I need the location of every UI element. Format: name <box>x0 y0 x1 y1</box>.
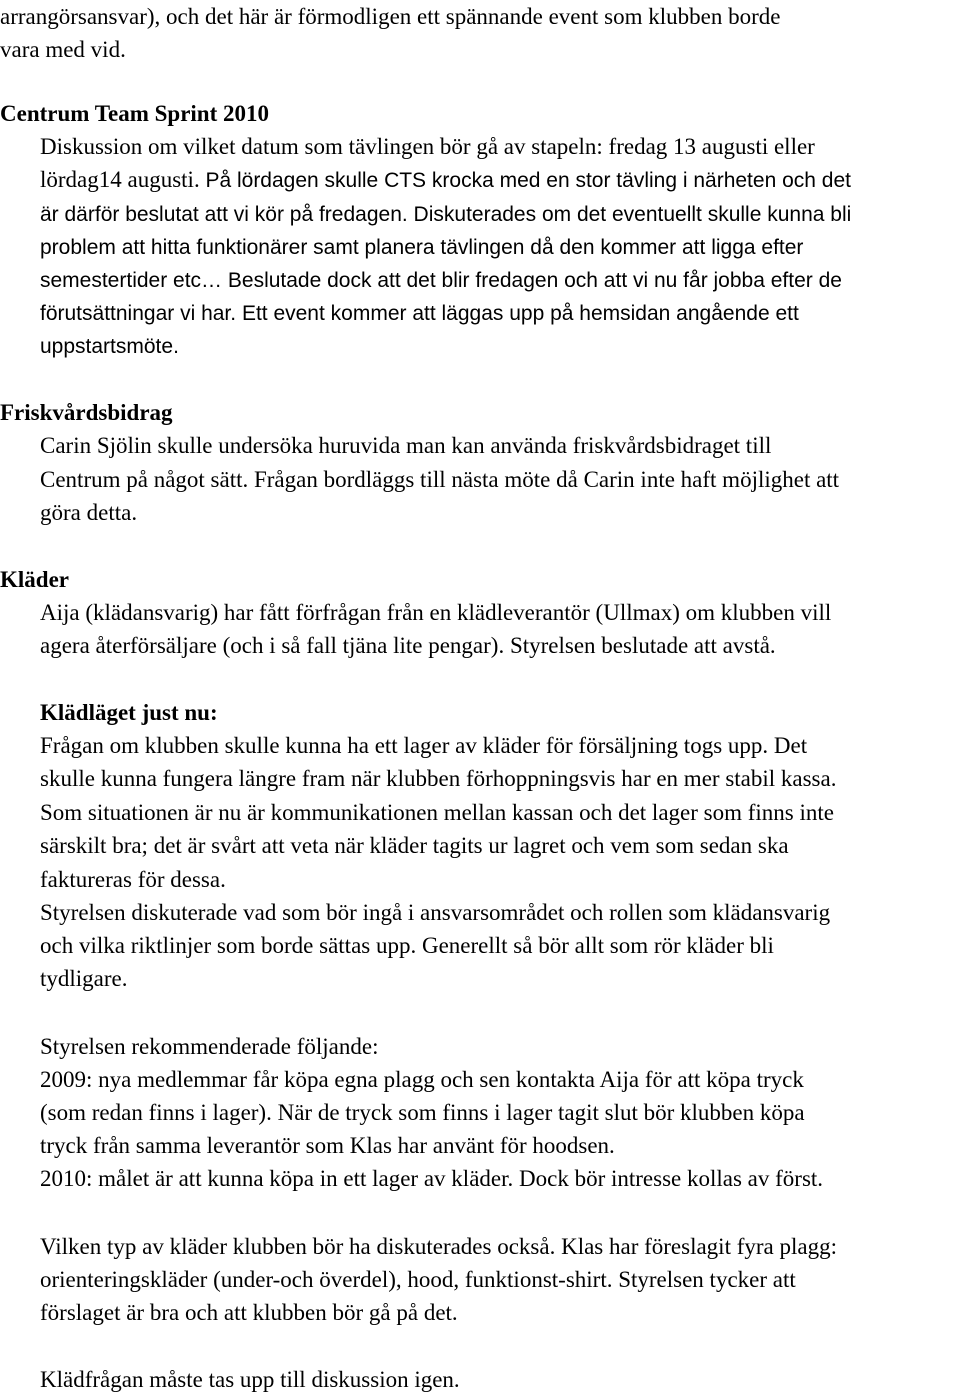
paragraph-line: (som redan finns i lager). När de tryck som finns i lager tagit slut bör klubben köpa <box>40 1100 805 1125</box>
paragraph-line: 2010: målet är att kunna köpa in ett lager av kläder. Dock bör intresse kollas av först. <box>40 1166 824 1191</box>
paragraph-line: uppstartsmöte. <box>40 335 179 358</box>
paragraph-line <box>40 163 851 197</box>
subsection-heading-kladlaget: Klädläget just nu: <box>40 700 218 725</box>
paragraph-line: Centrum på något sätt. Frågan bordläggs till nästa möte då Carin inte haft möjlighet att <box>40 467 840 492</box>
paragraph-line: och vilka riktlinjer som borde sättas upp. Generellt så bör allt som rör kläder bli <box>40 933 774 958</box>
paragraph-line: semestertider etc… Beslutade dock att det blir fredagen och att vi nu får jobba efter de <box>40 269 842 292</box>
paragraph-line: tryck från samma leverantör som Klas har använt för hoodsen. <box>40 1133 615 1158</box>
paragraph-line: Diskussion om vilket datum som tävlingen bör gå av stapeln: fredag 13 augusti eller <box>40 134 815 159</box>
paragraph-line: göra detta. <box>40 500 138 525</box>
paragraph-line: Vilken typ av kläder klubben bör ha diskuterades också. Klas har föreslagit fyra plagg: <box>40 1234 837 1259</box>
paragraph-line: förslaget är bra och att klubben bör gå på det. <box>40 1300 458 1325</box>
paragraph-line: förutsättningar vi har. Ett event kommer att läggas upp på hemsidan angående ett <box>40 302 799 325</box>
paragraph-line: orienteringskläder (under-och överdel), hood, funktionst-shirt. Styrelsen tycker att <box>40 1267 796 1292</box>
paragraph-text: Diskuterades om det eventuellt skulle kunna bli <box>407 203 852 226</box>
paragraph-text: lördag14 augusti. <box>40 167 206 192</box>
paragraph-line: tydligare. <box>40 966 128 991</box>
paragraph-line: Aija (klädansvarig) har fått förfrågan från en klädleverantör (Ullmax) om klubben vill <box>40 600 832 625</box>
section-heading-sprint: Centrum Team Sprint 2010 <box>0 101 269 126</box>
paragraph-line: Klädfrågan måste tas upp till diskussion igen. <box>40 1367 460 1392</box>
paragraph-line: 2009: nya medlemmar får köpa egna plagg och sen kontakta Aija för att köpa tryck <box>40 1067 804 1092</box>
paragraph-line: Styrelsen rekommenderade följande: <box>40 1034 379 1059</box>
paragraph-line: faktureras för dessa. <box>40 867 226 892</box>
section-heading-friskvard: Friskvårdsbidrag <box>0 400 173 425</box>
paragraph-line: problem att hitta funktionärer samt planera tävlingen då den kommer att ligga efter <box>40 236 804 259</box>
paragraph-line: Carin Sjölin skulle undersöka huruvida man kan använda friskvårdsbidraget till <box>40 433 772 458</box>
paragraph-line <box>40 197 851 231</box>
paragraph-line: Frågan om klubben skulle kunna ha ett lager av kläder för försäljning togs upp. Det <box>40 733 808 758</box>
intro-line-1: arrangörsansvar), och det här är förmodligen ett spännande event som klubben borde <box>0 4 781 29</box>
intro-line-2: vara med vid. <box>0 37 126 62</box>
paragraph-text: På lördagen skulle CTS krocka med en stor tävling i närheten och det <box>205 169 851 192</box>
paragraph-line: agera återförsäljare (och i så fall tjäna lite pengar). Styrelsen beslutade att avstå. <box>40 633 776 658</box>
paragraph-line: Som situationen är nu är kommunikationen mellan kassan och det lager som finns inte <box>40 800 834 825</box>
section-heading-klader: Kläder <box>0 567 69 592</box>
paragraph-line: särskilt bra; det är svårt att veta när kläder tagits ur lagret och vem som sedan ska <box>40 833 789 858</box>
paragraph-line: skulle kunna fungera längre fram när klubben förhoppningsvis har en mer stabil kassa. <box>40 766 837 791</box>
paragraph-text: är därför beslutat att vi kör på fredagen. <box>40 203 408 226</box>
paragraph-line: Styrelsen diskuterade vad som bör ingå i ansvarsområdet och rollen som klädansvarig <box>40 900 831 925</box>
